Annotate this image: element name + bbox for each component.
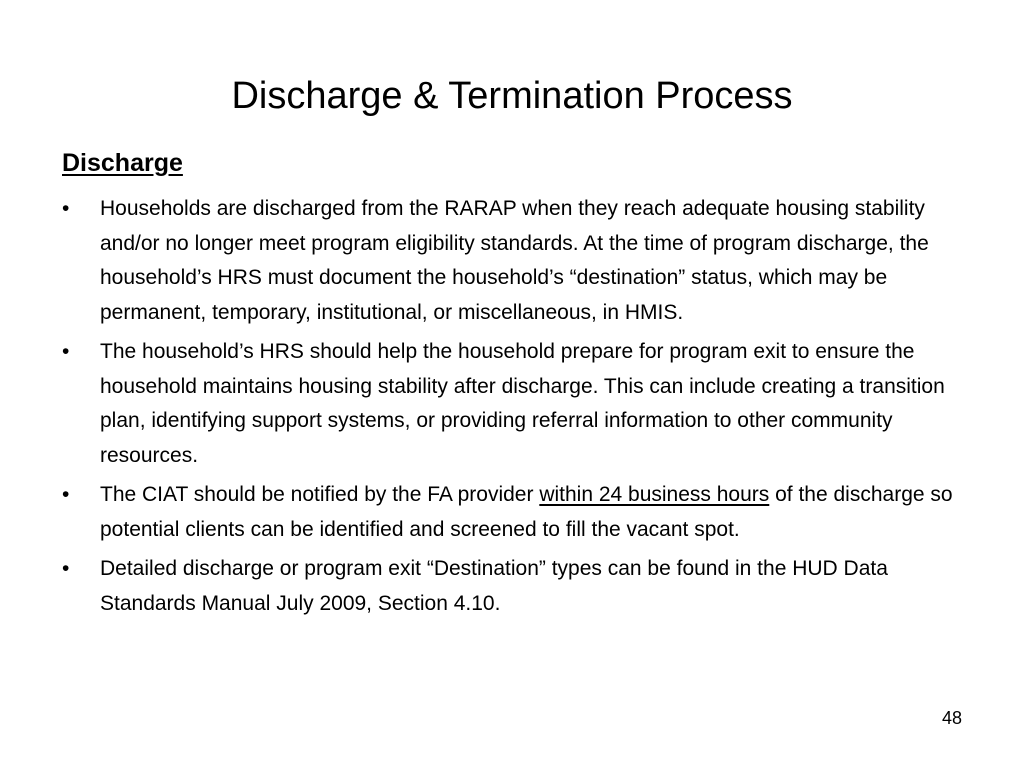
bullet-icon: • (62, 197, 70, 220)
bullet-item-4 (62, 552, 972, 621)
bullet-icon: • (62, 483, 70, 506)
bullet-text (100, 483, 953, 541)
bullet-text: Detailed discharge or program exit “Destination” types can be found in the HUD Data Standards Manual July 2009, Section 4.10. (100, 557, 888, 615)
slide-title: Discharge & Termination Process (231, 75, 793, 117)
bullet-icon: • (62, 557, 70, 580)
bullet-text: The household’s HRS should help the household prepare for program exit to ensure the household maintains housing stability after discharge. This can include creating a transition plan, identifying support systems, or providing referral information to other community resources. (100, 340, 945, 467)
page-number: 48 (941, 708, 962, 728)
bullet-text-after: of the discharge so potential clients can be identified and screened to fill the vacant spot. (100, 483, 953, 541)
bullet-item-3 (62, 478, 972, 547)
bullet-text-before: The CIAT should be notified by the FA provider (100, 483, 540, 506)
section-heading-discharge: Discharge (62, 149, 183, 177)
bullet-item-2 (62, 335, 972, 473)
bullet-item-1 (62, 192, 972, 330)
bullet-text-underlined-deadline: within 24 business hours (539, 483, 770, 506)
bullet-list (62, 192, 972, 626)
bullet-text: Households are discharged from the RARAP when they reach adequate housing stability and/or no longer meet program eligibility standards. At the time of program discharge, the household’s HRS must document the household’s “destination” status, which may be permanent, temporary, institutional, or miscellaneous, in HMIS. (100, 197, 929, 324)
bullet-icon: • (62, 340, 70, 363)
